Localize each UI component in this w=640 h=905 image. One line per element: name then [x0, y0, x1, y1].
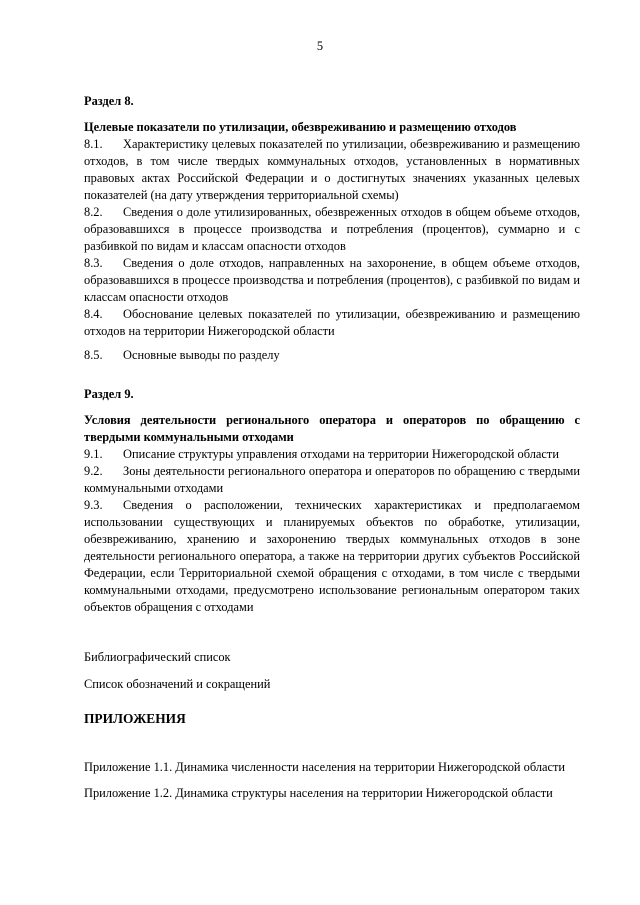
item-text: Сведения о доле отходов, направленных на захоронение, в общем объеме отходов, образовавшихся в процессе производства и потребления (процентов), с разбивкой по видам и классам опасности отходов — [84, 256, 580, 304]
list-item — [84, 136, 580, 204]
item-text: Сведения о доле утилизированных, обезвреженных отходов в общем объеме отходов, образовавшихся в процессе производства и потребления (процентов), суммарно и с разбивкой по видам и классам опасности отходов — [84, 205, 580, 253]
item-text: Характеристику целевых показателей по утилизации, обезвреживанию и размещению отходов, в том числе твердых коммунальных отходов, установленных в нормативных правовых актах Российской Федерации и о достигнутых значениях указанных целевых показателей (на дату утверждения территориальной схемы) — [84, 137, 580, 202]
item-number: 8.5. — [84, 348, 103, 362]
item-text: Основные выводы по разделу — [123, 348, 280, 362]
bibliography-entry: Библиографический список — [84, 650, 231, 664]
section-8 — [84, 93, 580, 364]
appendix-item: Приложение 1.2. Динамика структуры населения на территории Нижегородской области — [84, 786, 553, 800]
item-number: 9.3. — [84, 498, 103, 512]
item-number: 9.1. — [84, 447, 103, 461]
list-item — [84, 347, 580, 364]
section-label: Раздел 9. — [84, 387, 134, 401]
section-title: Условия деятельности регионального оператора и операторов по обращению с твердыми коммунальными отходами — [84, 413, 580, 444]
item-text: Описание структуры управления отходами на территории Нижегородской области — [123, 447, 559, 461]
list-item — [84, 306, 580, 340]
section-label: Раздел 8. — [84, 94, 134, 108]
abbreviations-entry: Список обозначений и сокращений — [84, 677, 271, 691]
list-item — [84, 446, 580, 463]
item-number: 8.3. — [84, 256, 103, 270]
list-item — [84, 255, 580, 306]
item-number: 9.2. — [84, 464, 103, 478]
page-number: 5 — [316, 39, 324, 53]
item-text: Зоны деятельности регионального оператора и операторов по обращению с твердыми коммунальными отходами — [84, 464, 580, 495]
section-title: Целевые показатели по утилизации, обезвреживанию и размещению отходов — [84, 120, 517, 134]
list-item — [84, 463, 580, 497]
item-text: Обоснование целевых показателей по утилизации, обезвреживанию и размещению отходов на территории Нижегородской области — [84, 307, 580, 338]
item-number: 8.2. — [84, 205, 103, 219]
appendix-item: Приложение 1.1. Динамика численности населения на территории Нижегородской области — [84, 760, 566, 774]
appendix-heading: ПРИЛОЖЕНИЯ — [84, 711, 186, 726]
item-number: 8.4. — [84, 307, 103, 321]
item-number: 8.1. — [84, 137, 103, 151]
section-9 — [84, 386, 580, 616]
item-text: Сведения о расположении, технических характеристиках и предполагаемом использовании существующих и планируемых объектов по обработке, утилизации, обезвреживанию, хранению и захоронению твердых коммунальных отходов в зоне деятельности регионального оператора, а также на территории других субъектов Российской Федерации, если Территориальной схемой обращения с отходами, в том числе с твердыми коммунальными отходами, предусмотрено использование региональным оператором таких объектов обращения с отходами — [84, 498, 580, 614]
document-body — [84, 93, 580, 802]
list-item — [84, 204, 580, 255]
list-item — [84, 497, 580, 616]
